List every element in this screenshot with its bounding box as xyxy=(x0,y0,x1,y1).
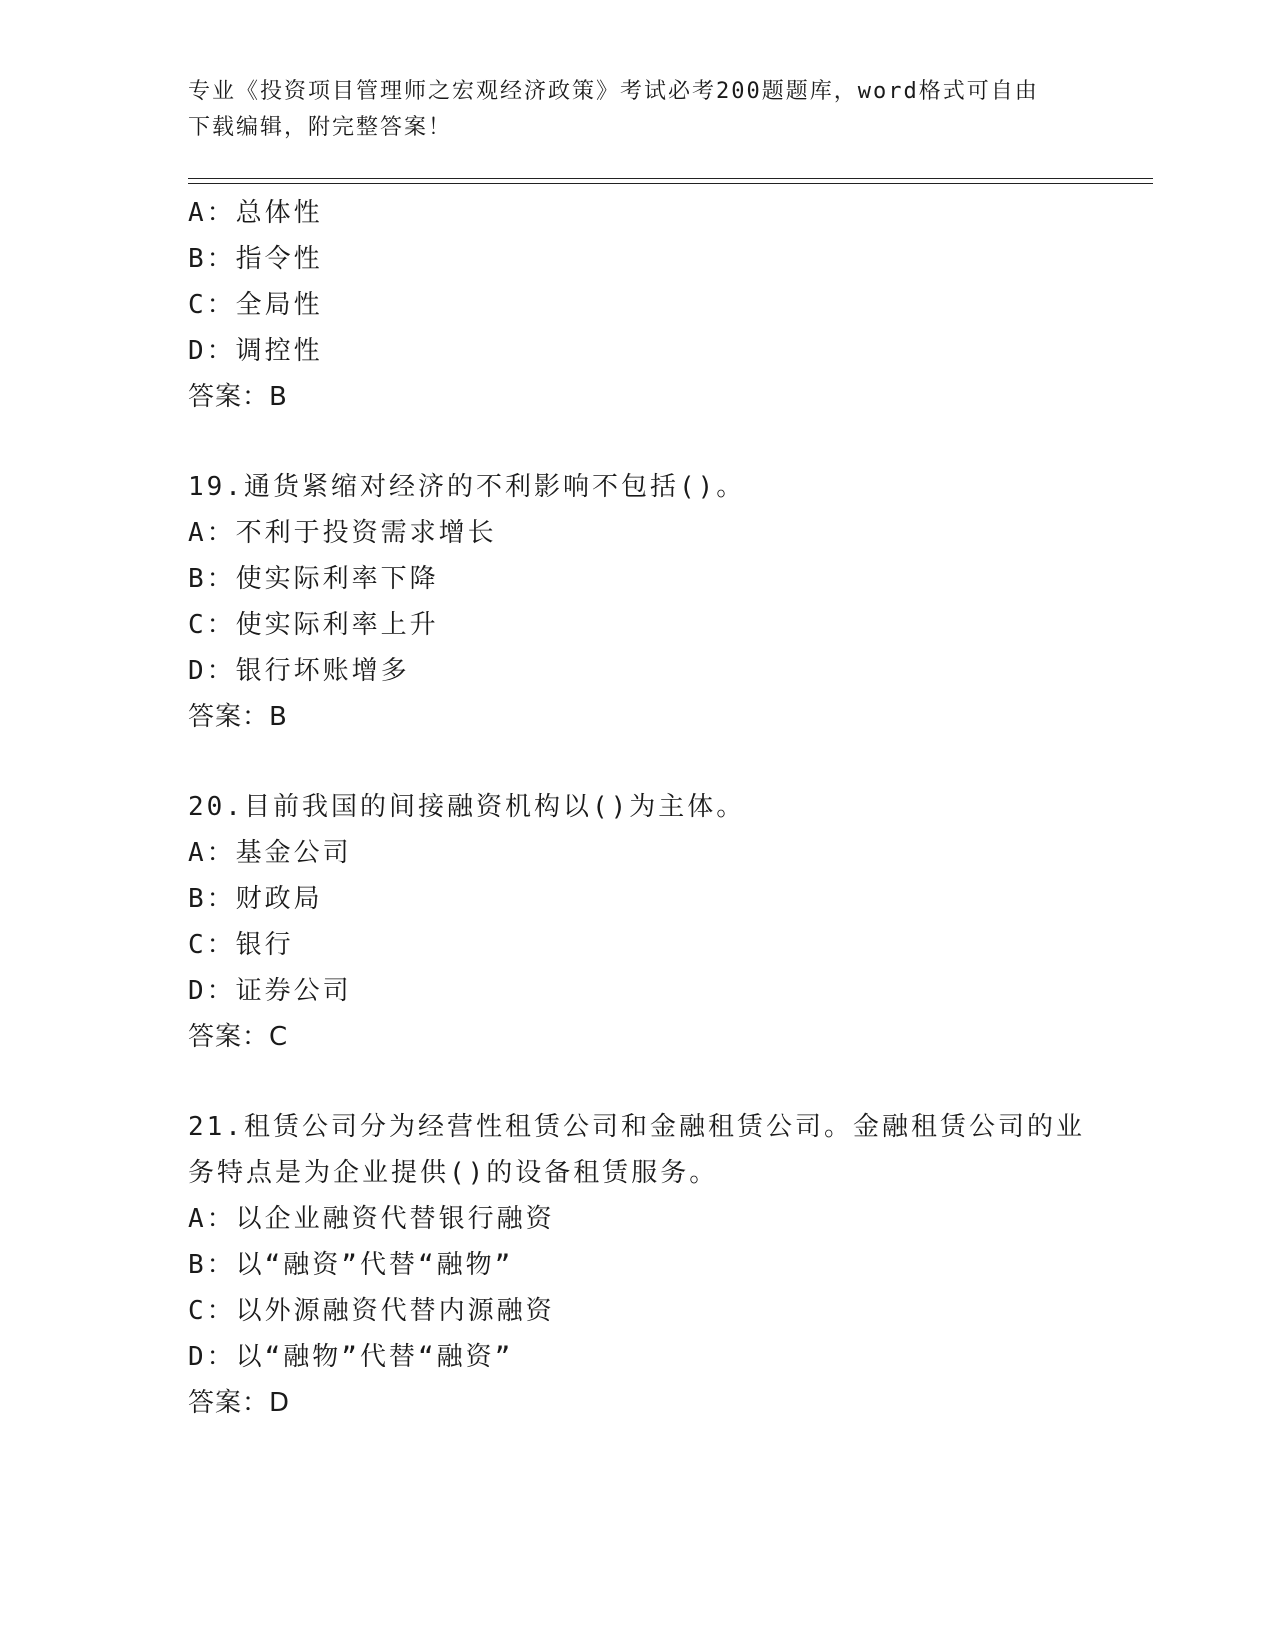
question-stem: 20.目前我国的间接融资机构以()为主体。 xyxy=(188,792,746,822)
option-a: A：基金公司 xyxy=(188,838,352,868)
option-b: B：指令性 xyxy=(188,244,323,274)
option-b: B：使实际利率下降 xyxy=(188,564,439,594)
option-d: D：以“融物”代替“融资” xyxy=(188,1342,514,1372)
option-b: B：财政局 xyxy=(188,884,323,914)
answer: 答案：B xyxy=(188,702,288,732)
header-rule-top xyxy=(188,178,1153,179)
document-header xyxy=(188,74,1088,146)
header-line-1: 专业《投资项目管理师之宏观经济政策》考试必考200题题库，word格式可自由 xyxy=(188,79,1039,104)
answer: 答案：B xyxy=(188,382,288,412)
question-stem-line-2: 务特点是为企业提供()的设备租赁服务。 xyxy=(188,1158,719,1188)
option-c: C：以外源融资代替内源融资 xyxy=(188,1296,555,1326)
option-c: C：使实际利率上升 xyxy=(188,610,439,640)
option-b: B：以“融资”代替“融物” xyxy=(188,1250,514,1280)
option-a: A：以企业融资代替银行融资 xyxy=(188,1204,555,1234)
question-list xyxy=(188,190,1088,1426)
header-rule-bottom xyxy=(188,183,1153,184)
question-stem-line-1: 21.租赁公司分为经营性租赁公司和金融租赁公司。金融租赁公司的业 xyxy=(188,1112,1085,1142)
answer: 答案：C xyxy=(188,1022,289,1052)
question-18 xyxy=(188,190,1088,420)
question-stem: 19.通货紧缩对经济的不利影响不包括()。 xyxy=(188,472,746,502)
question-21 xyxy=(188,1104,1088,1426)
option-d: D：证券公司 xyxy=(188,976,352,1006)
option-d: D：调控性 xyxy=(188,336,323,366)
question-19 xyxy=(188,464,1088,740)
option-c: C：银行 xyxy=(188,930,294,960)
option-c: C：全局性 xyxy=(188,290,323,320)
question-20 xyxy=(188,784,1088,1060)
option-a: A：不利于投资需求增长 xyxy=(188,518,497,548)
option-a: A：总体性 xyxy=(188,198,323,228)
answer: 答案：D xyxy=(188,1388,291,1418)
option-d: D：银行坏账增多 xyxy=(188,656,410,686)
header-line-2: 下载编辑，附完整答案！ xyxy=(188,115,453,140)
